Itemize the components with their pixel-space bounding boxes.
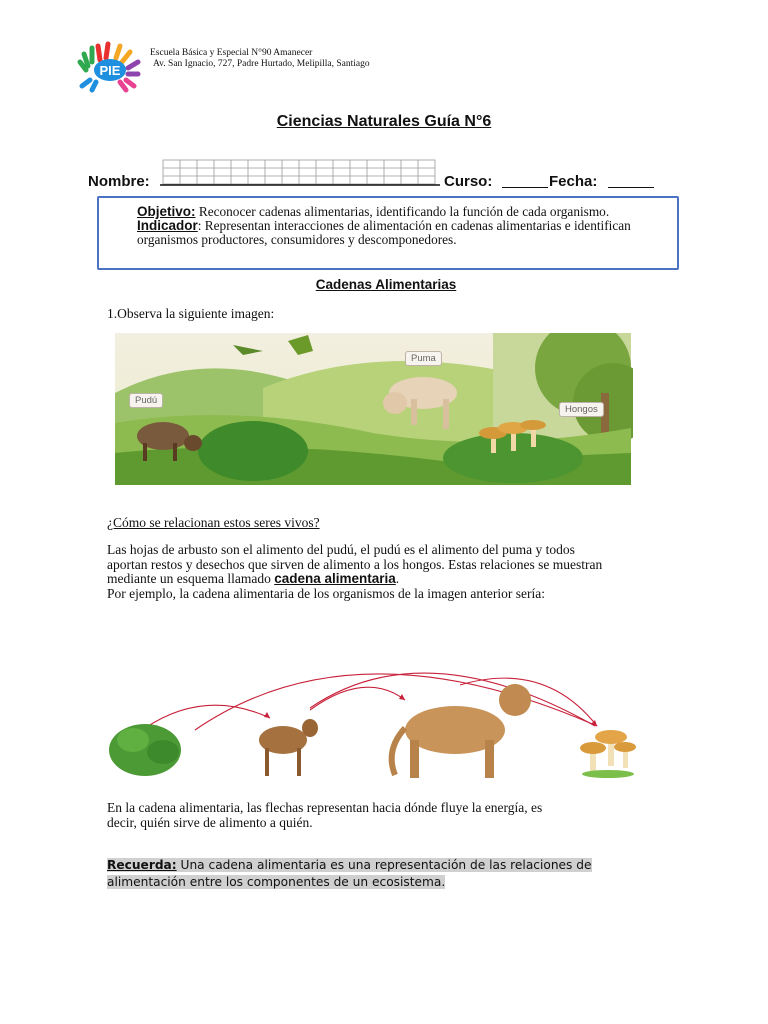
question-1: 1.Observa la siguiente imagen: bbox=[107, 306, 275, 321]
recuerda-line-1 bbox=[107, 857, 592, 874]
recuerda-label: Recuerda: bbox=[107, 858, 177, 872]
nombre-label: Nombre: bbox=[88, 173, 150, 190]
arrow-leaves-to-pudu bbox=[145, 705, 270, 728]
explanation-line-3-end: . bbox=[395, 571, 400, 586]
school-name: Escuela Básica y Especial N°90 Amanecer bbox=[150, 48, 313, 58]
energy-line-2: decir, quién sirve de alimento a quién. bbox=[107, 814, 313, 830]
explanation-line-3-text: mediante un esquema llamado bbox=[107, 571, 275, 586]
fecha-label: Fecha: bbox=[549, 173, 598, 190]
fecha-field[interactable] bbox=[608, 173, 654, 188]
page-title: Ciencias Naturales Guía N°6 bbox=[276, 113, 492, 130]
ecosystem-illustration bbox=[113, 333, 633, 485]
curso-field[interactable] bbox=[502, 173, 548, 188]
food-chain-diagram bbox=[105, 640, 650, 788]
label-puma: Puma bbox=[405, 351, 442, 366]
logo-text: PIE bbox=[99, 63, 121, 78]
cadena-alimentaria-term: cadena alimentaria bbox=[274, 571, 396, 586]
objetivo-text: Reconocer cadenas alimentarias, identificando la función de cada organismo. bbox=[195, 204, 610, 219]
pudu-icon bbox=[259, 719, 318, 776]
explanation-line-4: Por ejemplo, la cadena alimentaria de los organismos de la imagen anterior sería: bbox=[107, 585, 545, 601]
indicador-text: : Representan interacciones de alimentación en cadenas alimentarias e identifican organismos productores, consumidores y descomponedores. bbox=[137, 218, 631, 247]
recuerda-note bbox=[107, 857, 592, 891]
question-2: ¿Cómo se relacionan estos seres vivos? bbox=[107, 515, 320, 530]
mushrooms-icon bbox=[580, 730, 636, 778]
explanation-line-1: Las hojas de arbusto son el alimento del pudú, el pudú es el alimento del puma y todos bbox=[107, 542, 575, 557]
ecosystem-scene-graphic bbox=[113, 333, 633, 485]
leaves-icon bbox=[109, 724, 181, 776]
objetivo-paragraph bbox=[137, 205, 657, 219]
explanation-paragraph bbox=[107, 543, 687, 601]
recuerda-text-1: Una cadena alimentaria es una representación de las relaciones de bbox=[176, 858, 592, 872]
explanation-line-3 bbox=[107, 572, 687, 587]
school-address: Av. San Ignacio, 727, Padre Hurtado, Melipilla, Santiago bbox=[153, 59, 370, 69]
recuerda-text-2: alimentación entre los componentes de un ecosistema. bbox=[107, 875, 446, 889]
energy-paragraph bbox=[107, 801, 667, 830]
puma-icon bbox=[392, 684, 531, 778]
indicador-paragraph bbox=[137, 219, 657, 247]
recuerda-line-2 bbox=[107, 874, 592, 891]
energy-line-1: En la cadena alimentaria, las flechas representan hacia dónde fluye la energía, es bbox=[107, 800, 543, 815]
school-logo bbox=[76, 40, 144, 94]
curso-label: Curso: bbox=[444, 173, 493, 190]
section-title: Cadenas Alimentarias bbox=[315, 277, 457, 292]
student-info-row bbox=[88, 170, 678, 192]
label-pudu: Pudú bbox=[129, 393, 163, 408]
objective-box bbox=[97, 196, 679, 270]
nombre-grid-field[interactable] bbox=[160, 158, 440, 186]
explanation-line-2: aportan restos y desechos que sirven de alimento a los hongos. Estas relaciones se muestran bbox=[107, 556, 603, 572]
school-info bbox=[150, 48, 370, 70]
indicador-label: Indicador bbox=[137, 218, 198, 233]
label-hongos: Hongos bbox=[559, 402, 604, 417]
objetivo-label: Objetivo: bbox=[137, 204, 196, 219]
